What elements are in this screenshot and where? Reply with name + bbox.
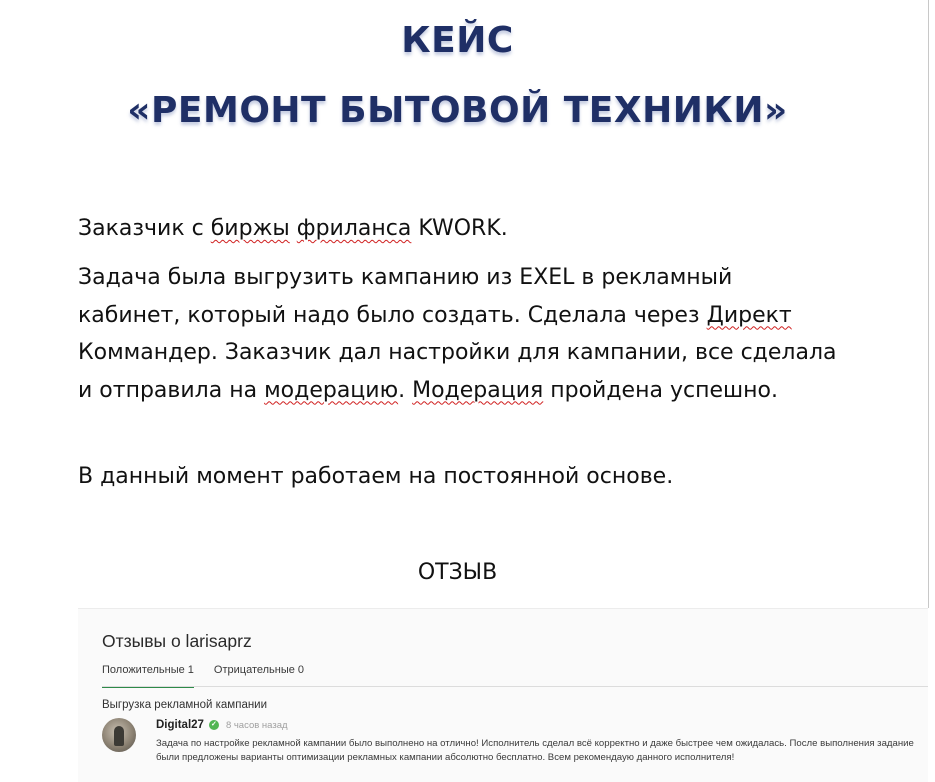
review-screenshot xyxy=(78,608,928,782)
page-edge-divider xyxy=(928,0,929,608)
text-run: . xyxy=(398,377,413,403)
text-run: Задача была выгрузить кампанию из EXEL в рекламный кабинет, который надо было создать. Сделала через xyxy=(78,265,733,328)
review-time: 8 часов назад xyxy=(225,719,288,731)
misspelled-word: фриланса xyxy=(296,216,412,241)
misspelled-word: биржы xyxy=(210,216,290,241)
tab-negative[interactable]: Отрицательные 0 xyxy=(213,664,305,676)
reviewer-name[interactable]: Digital27 xyxy=(156,719,204,731)
text-run: пройдена успешно. xyxy=(543,377,778,403)
review-text: Задача по настройке рекламной кампании было выполнено на отлично! Исполнитель сделал всё корректно и даже быстрее чем ожидалась. После выполнения задание были предложены варианты оптимизации рекламных кампании абсолютно бесплатно. Всем рекомендаую данного исполнителя! xyxy=(156,738,914,763)
case-title-line-1: КЕЙС xyxy=(401,20,514,61)
case-title-line-2: «РЕМОНТ БЫТОВОЙ ТЕХНИКИ» xyxy=(127,90,788,131)
misspelled-word: Модерация xyxy=(412,377,544,403)
text-run: KWORK. xyxy=(411,216,508,241)
paragraph-status: В данный момент работаем на постоянной основе. xyxy=(78,464,674,489)
avatar-figure xyxy=(114,726,124,746)
tabs-divider xyxy=(102,686,928,687)
text-run: Коммандер. Заказчик дал настройки для кампании, все сделала и отправила на xyxy=(78,340,837,403)
text-run xyxy=(290,216,297,241)
review-author xyxy=(156,719,288,731)
reviews-title: Отзывы о larisaprz xyxy=(102,631,252,651)
review-tabs xyxy=(102,664,304,688)
paragraph-client xyxy=(78,210,838,248)
review-task-title: Выгрузка рекламной кампании xyxy=(102,699,268,711)
avatar[interactable] xyxy=(102,718,136,752)
verified-check-icon: ✓ xyxy=(209,720,219,730)
paragraph-task xyxy=(78,259,838,409)
misspelled-word: модерацию xyxy=(264,377,399,403)
review-heading: ОТЗЫВ xyxy=(417,560,498,585)
misspelled-word: Директ xyxy=(706,302,792,328)
text-run: Заказчик с xyxy=(78,216,211,241)
tab-positive[interactable]: Положительные 1 xyxy=(102,664,194,688)
